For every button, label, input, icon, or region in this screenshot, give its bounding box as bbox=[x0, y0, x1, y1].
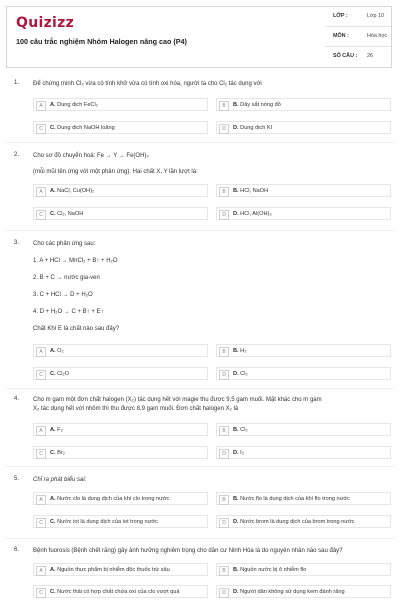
option-b[interactable] bbox=[216, 492, 391, 505]
option-b[interactable] bbox=[216, 423, 391, 436]
option-label: B. bbox=[233, 496, 239, 502]
option-c[interactable] bbox=[33, 367, 208, 380]
header-box bbox=[6, 6, 392, 68]
option-label: A. bbox=[50, 496, 56, 502]
meta-key: SỐ CÂU : bbox=[333, 53, 358, 59]
option-text: Nước flo là dung dịch của khí flo trong nước bbox=[240, 496, 350, 502]
option-text: Cl₂, NaOH bbox=[57, 211, 84, 217]
brand-logo: Quizizz bbox=[16, 15, 75, 31]
option-a[interactable] bbox=[33, 492, 208, 505]
option-text: I₂ bbox=[240, 450, 244, 456]
option-label: C. bbox=[50, 450, 56, 456]
option-label: B. bbox=[233, 102, 239, 108]
option-label: D. bbox=[233, 519, 239, 525]
page-title: 100 câu trắc nghiệm Nhóm Halogen nâng cao (P4) bbox=[16, 37, 187, 46]
option-label: B. bbox=[233, 427, 239, 433]
option-label: D. bbox=[233, 125, 239, 131]
option-label: D. bbox=[233, 450, 239, 456]
option-text: Nguồn nước bị ô nhiễm flo bbox=[240, 567, 307, 573]
option-letter: D bbox=[219, 124, 229, 134]
option-letter: A bbox=[36, 101, 46, 111]
reaction-line: 4. D + H₂O → C + B↑ + E↑ bbox=[33, 309, 104, 315]
option-letter: D bbox=[219, 370, 229, 380]
option-text: Br₂ bbox=[57, 450, 65, 456]
meta-value: Hóa học bbox=[367, 33, 388, 39]
question-number: 1. bbox=[14, 80, 20, 86]
option-label: C. bbox=[50, 519, 56, 525]
option-c[interactable] bbox=[33, 446, 208, 459]
question-number: 5. bbox=[14, 476, 20, 482]
meta-value: Lớp 10 bbox=[367, 13, 385, 19]
option-d[interactable] bbox=[216, 121, 391, 134]
option-label: A. bbox=[50, 567, 56, 573]
option-letter: B bbox=[219, 566, 229, 576]
option-text: H₂ bbox=[240, 348, 247, 354]
meta-row-subject bbox=[325, 27, 391, 47]
option-letter: B bbox=[219, 426, 229, 436]
option-b[interactable] bbox=[216, 563, 391, 576]
option-label: A. bbox=[50, 188, 56, 194]
question-text: (mỗi mũi tên ứng với một phản ứng). Hai chất X, Y lần lượt là: bbox=[33, 169, 198, 175]
option-text: Cl₂O bbox=[57, 371, 69, 377]
option-text: HCl, Al(OH)₃ bbox=[240, 211, 272, 217]
option-text: Người dân không sử dụng kem đánh răng bbox=[240, 589, 345, 595]
option-d[interactable] bbox=[216, 515, 391, 528]
option-text: HCl, NaOH bbox=[240, 188, 269, 194]
question-number: 4. bbox=[14, 396, 20, 402]
option-text: Dung dịch NaOH loãng bbox=[57, 125, 115, 131]
option-text: O₂ bbox=[57, 348, 64, 354]
option-b[interactable] bbox=[216, 184, 391, 197]
option-letter: C bbox=[36, 518, 46, 528]
question-text: Cho các phản ứng sau: bbox=[33, 241, 96, 247]
option-letter: C bbox=[36, 588, 46, 598]
option-b[interactable] bbox=[216, 98, 391, 111]
option-label: D. bbox=[233, 211, 239, 217]
question-text: X₂ tác dụng hết với nhôm thì thu được 8,9 gam muối. Đơn chất halogen X₂ là bbox=[33, 406, 239, 412]
option-text: F₂ bbox=[57, 427, 63, 433]
option-letter: D bbox=[219, 518, 229, 528]
option-d[interactable] bbox=[216, 585, 391, 598]
option-label: D. bbox=[233, 589, 239, 595]
option-letter: D bbox=[219, 588, 229, 598]
option-a[interactable] bbox=[33, 344, 208, 357]
option-text: NaCl, Cu(OH)₂ bbox=[57, 188, 95, 194]
option-label: A. bbox=[50, 102, 56, 108]
option-c[interactable] bbox=[33, 207, 208, 220]
question-number: 6. bbox=[14, 547, 20, 553]
option-d[interactable] bbox=[216, 446, 391, 459]
option-a[interactable] bbox=[33, 184, 208, 197]
divider bbox=[6, 230, 394, 231]
option-letter: A bbox=[36, 495, 46, 505]
option-text: Cl₂ bbox=[240, 371, 248, 377]
question-text: Để chứng minh Cl₂ vừa có tính khử vừa có tính oxi hóa, người ta cho Cl₂ tác dụng với bbox=[33, 81, 262, 87]
option-c[interactable] bbox=[33, 121, 208, 134]
meta-value: 26 bbox=[367, 53, 373, 59]
divider bbox=[6, 142, 394, 143]
option-letter: B bbox=[219, 187, 229, 197]
option-d[interactable] bbox=[216, 367, 391, 380]
meta-row-class bbox=[325, 7, 391, 27]
reaction-line: 2. B + C → nước gia-ven bbox=[33, 275, 100, 281]
option-letter: A bbox=[36, 426, 46, 436]
divider bbox=[6, 538, 394, 539]
option-text: Nguồn thực phẩm bị nhiễm độc thuốc trừ sâu bbox=[57, 567, 170, 573]
option-text: Nước clo là dung dịch của khí clo trong nước bbox=[57, 496, 170, 502]
meta-table bbox=[325, 7, 391, 67]
option-label: B. bbox=[233, 567, 239, 573]
option-letter: A bbox=[36, 566, 46, 576]
option-c[interactable] bbox=[33, 515, 208, 528]
question-text: Cho m gam một đơn chất halogen (X₂) tác dụng hết với magie thu được 9,5 gam muối. Mặt khác cho m gam bbox=[33, 397, 322, 403]
option-letter: C bbox=[36, 370, 46, 380]
option-d[interactable] bbox=[216, 207, 391, 220]
option-label: A. bbox=[50, 348, 56, 354]
option-letter: A bbox=[36, 187, 46, 197]
option-letter: B bbox=[219, 101, 229, 111]
option-label: B. bbox=[233, 348, 239, 354]
option-label: A. bbox=[50, 427, 56, 433]
reaction-line: 3. C + HCl → D + H₂O bbox=[33, 292, 93, 298]
option-text: Nước brom là dung dịch của brom trong nước bbox=[240, 519, 355, 525]
question-text: Chỉ ra phát biểu sai: bbox=[33, 477, 87, 483]
meta-key: MÔN : bbox=[333, 33, 349, 39]
divider bbox=[6, 466, 394, 467]
option-text: Dung dịch KI bbox=[240, 125, 273, 131]
option-text: Dây sắt nóng đỏ bbox=[240, 102, 281, 108]
question-text: Chất Khí E là chất nào sau đây? bbox=[33, 326, 120, 332]
question-text: Bệnh fuorosis (Bệnh chết răng) gây ảnh hưởng nghiêm trọng cho dân cư Ninh Hòa là do nguyên nhân nào sau đây? bbox=[33, 548, 343, 554]
option-letter: B bbox=[219, 495, 229, 505]
reaction-line: 1. A + HCl → MnCl₂ + B↑ + H₂O bbox=[33, 258, 118, 264]
meta-key: LỚP : bbox=[333, 13, 348, 19]
option-a[interactable] bbox=[33, 423, 208, 436]
option-label: C. bbox=[50, 589, 56, 595]
option-label: C. bbox=[50, 371, 56, 377]
option-letter: C bbox=[36, 449, 46, 459]
option-label: C. bbox=[50, 211, 56, 217]
option-label: D. bbox=[233, 371, 239, 377]
option-c[interactable] bbox=[33, 585, 208, 598]
option-letter: A bbox=[36, 347, 46, 357]
option-text: Nước iot là dung dịch của iot trong nước bbox=[57, 519, 158, 525]
option-letter: B bbox=[219, 347, 229, 357]
question-number: 2. bbox=[14, 152, 20, 158]
option-letter: D bbox=[219, 449, 229, 459]
option-a[interactable] bbox=[33, 563, 208, 576]
option-b[interactable] bbox=[216, 344, 391, 357]
option-text: Nước thải có hợp chất chứa oxi của clo vượt quá bbox=[57, 589, 180, 595]
option-label: C. bbox=[50, 125, 56, 131]
option-text: Dung dịch FeCl₂ bbox=[57, 102, 98, 108]
option-a[interactable] bbox=[33, 98, 208, 111]
option-letter: C bbox=[36, 124, 46, 134]
option-text: Cl₂ bbox=[240, 427, 248, 433]
divider bbox=[6, 388, 394, 389]
option-letter: C bbox=[36, 210, 46, 220]
question-text: Cho sơ đồ chuyển hoá: Fe → Y → Fe(OH)₃ bbox=[33, 153, 149, 159]
option-letter: D bbox=[219, 210, 229, 220]
meta-row-count bbox=[325, 47, 391, 66]
question-number: 3. bbox=[14, 240, 20, 246]
option-label: B. bbox=[233, 188, 239, 194]
